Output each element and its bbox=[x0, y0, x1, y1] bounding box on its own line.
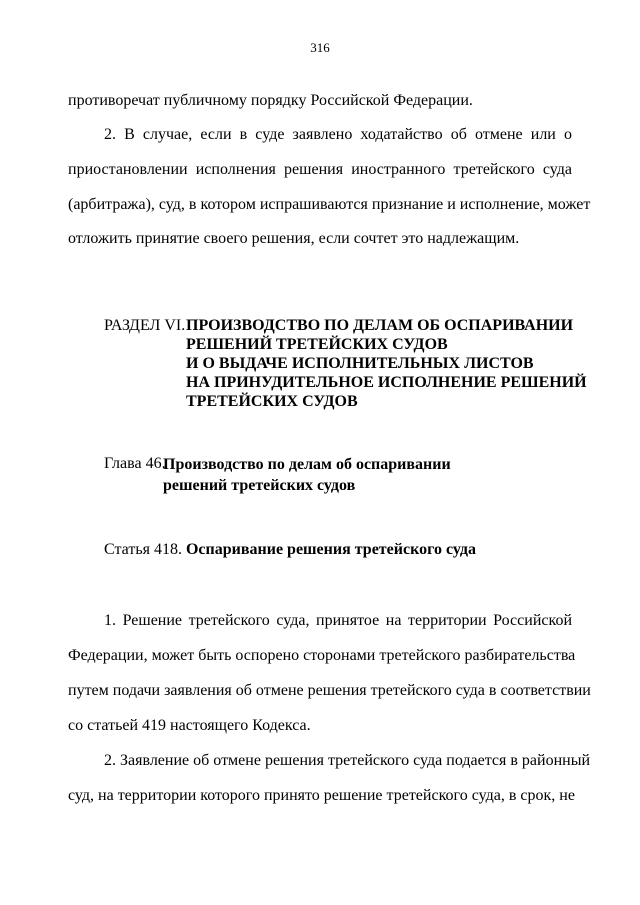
paragraph-line: Федерации, может быть оспорено сторонами третейского разбирательства bbox=[68, 647, 576, 664]
paragraph-line: (арбитража), суд, в котором испрашиваются признание и исполнение, может bbox=[68, 196, 591, 213]
paragraph-line: суд, на территории которого принято решение третейского суда, в срок, не bbox=[68, 787, 575, 804]
page-number: 316 bbox=[310, 40, 330, 55]
article-heading bbox=[104, 540, 476, 560]
paragraph-line: отложить принятие своего решения, если сочтет это надлежащим. bbox=[68, 230, 520, 247]
paragraph-line: со статьей 419 настоящего Кодекса. bbox=[68, 717, 311, 734]
paragraph-line: 2. Заявление об отмене решения третейского суда подается в районный bbox=[104, 752, 590, 769]
paragraph-line: 2. В случае, если в суде заявлено ходатайство об отмене или о bbox=[104, 126, 572, 143]
article-title: Оспаривание решения третейского суда bbox=[185, 541, 476, 558]
section-title-line: РЕШЕНИЙ ТРЕТЕЙСКИХ СУДОВ bbox=[186, 336, 448, 353]
chapter-title-line: решений третейских судов bbox=[163, 477, 356, 494]
section-title-line: ПРОИЗВОДСТВО ПО ДЕЛАМ ОБ ОСПАРИВАНИИ bbox=[186, 317, 574, 334]
section-title-line: ТРЕТЕЙСКИХ СУДОВ bbox=[186, 393, 358, 410]
chapter-label: Глава 46. bbox=[104, 455, 166, 472]
paragraph-line: 1. Решение третейского суда, принятое на территории Российской bbox=[104, 612, 572, 629]
section-title bbox=[186, 316, 587, 411]
paragraph-line: противоречат публичному порядку Российской Федерации. bbox=[68, 92, 473, 109]
section-title-line: НА ПРИНУДИТЕЛЬНОЕ ИСПОЛНЕНИЕ РЕШЕНИЙ bbox=[186, 374, 587, 391]
chapter-title-line: Производство по делам об оспаривании bbox=[163, 456, 451, 473]
article-label: Статья 418. bbox=[104, 541, 182, 558]
paragraph-line: путем подачи заявления об отмене решения третейского суда в соответствии bbox=[68, 682, 591, 699]
chapter-title bbox=[163, 454, 451, 496]
paragraph-line: приостановлении исполнения решения иностранного третейского суда bbox=[68, 161, 572, 178]
section-label: РАЗДЕЛ VI. bbox=[104, 317, 186, 334]
section-title-line: И О ВЫДАЧЕ ИСПОЛНИТЕЛЬНЫХ ЛИСТОВ bbox=[186, 355, 534, 372]
